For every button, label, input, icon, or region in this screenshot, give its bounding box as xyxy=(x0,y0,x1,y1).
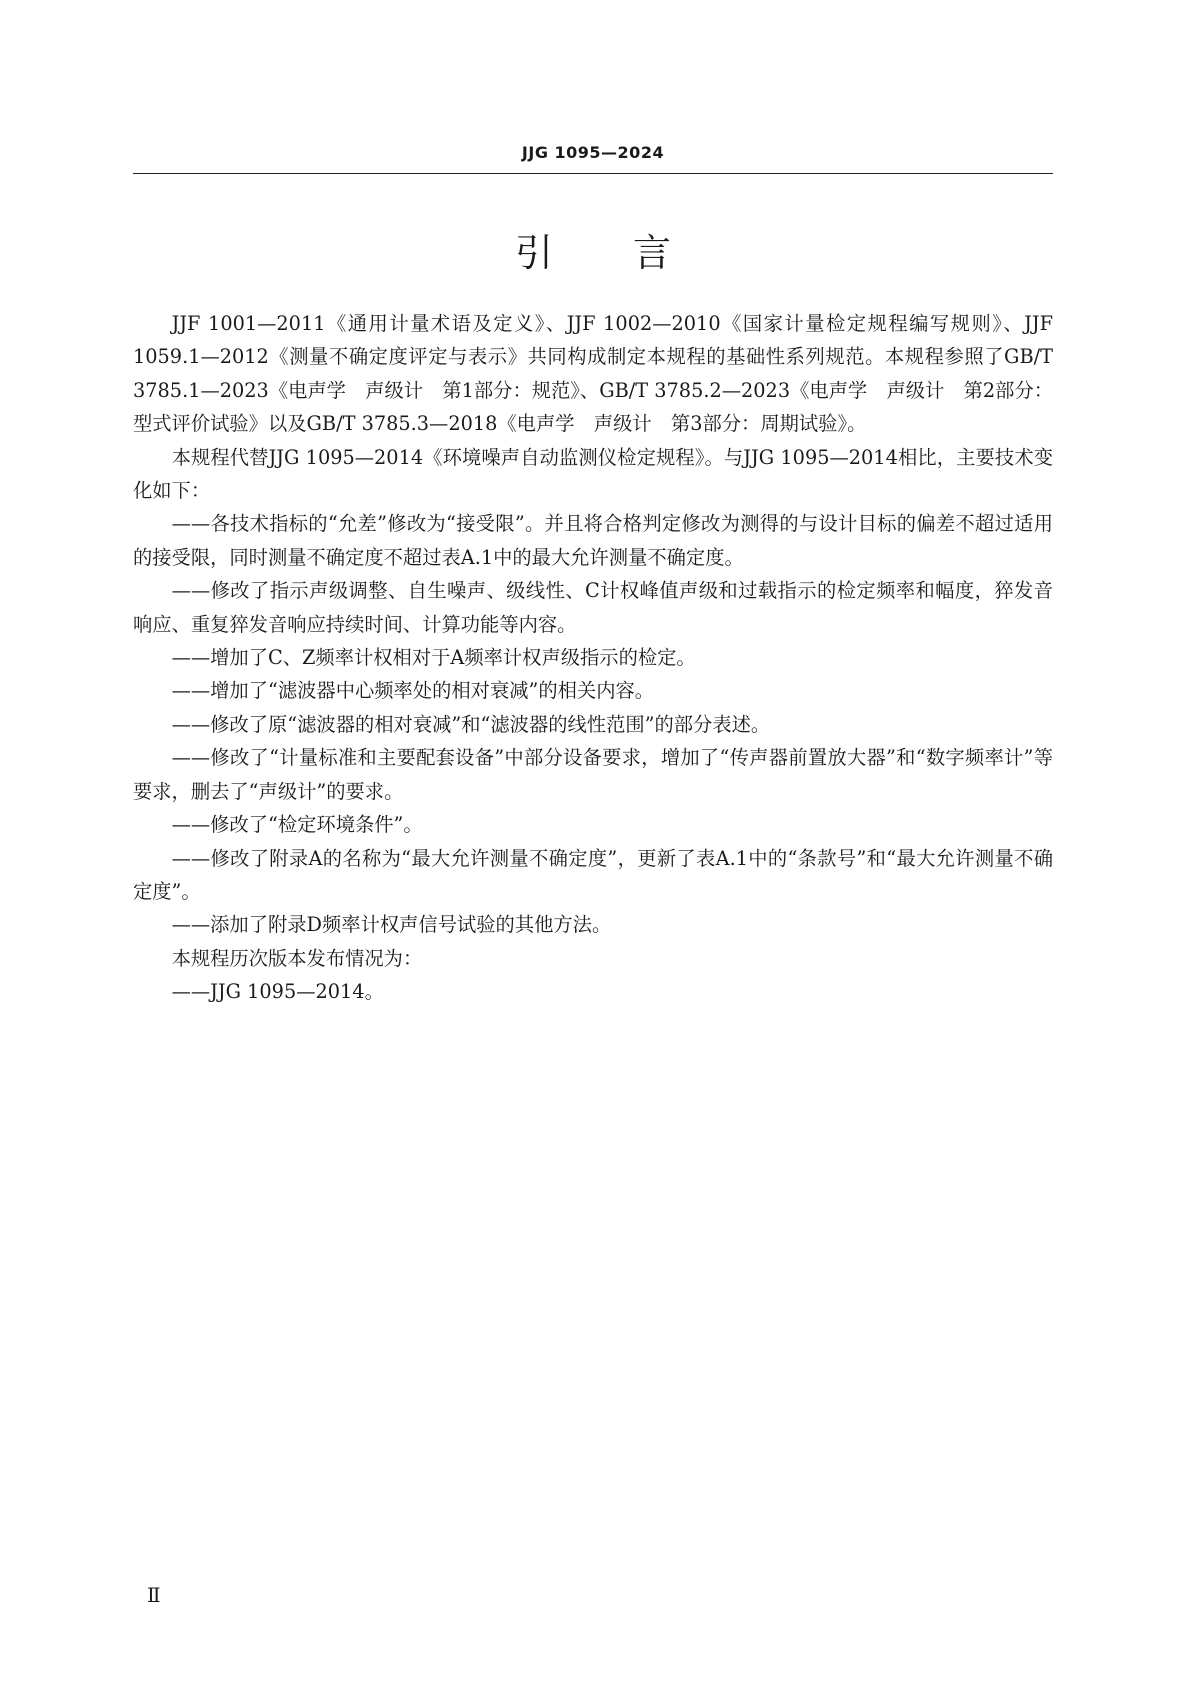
change-item: ——添加了附录D频率计权声信号试验的其他方法。 xyxy=(171,913,612,937)
change-item: ——修改了原“滤波器的相对衰减”和“滤波器的线性范围”的部分表述。 xyxy=(171,712,771,736)
header-rule xyxy=(133,173,1053,174)
body-text xyxy=(133,307,1053,1009)
change-item: ——增加了C、Z频率计权相对于A频率计权声级指示的检定。 xyxy=(171,646,696,670)
change-item: ——增加了“滤波器中心频率处的相对衰减”的相关内容。 xyxy=(171,679,655,703)
paragraph-basis: JJF 1001—2011《通用计量术语及定义》、JJF 1002—2010《国家计量检定规程编写规则》、JJF 1059.1—2012《测量不确定度评定与表示》共同构成制定本规程的基础性系列规范。本规程参照了GB/T 3785.1—2023《电声学 声级计 第1部分：规范》、GB/T 3785.2—2023《电声学 声级计 第2部分：型式评价试验》以及GB/T 3785.3—2018《电声学 声级计 第3部分：周期试验》。 xyxy=(133,312,1054,436)
paragraph-replacement: 本规程代替JJG 1095—2014《环境噪声自动监测仪检定规程》。与JJG 1095—2014相比，主要技术变化如下： xyxy=(133,445,1053,503)
change-item: ——修改了“检定环境条件”。 xyxy=(171,813,423,837)
page-number: Ⅱ xyxy=(147,1583,161,1607)
paragraph-history: 本规程历次版本发布情况为： xyxy=(171,946,423,970)
running-header: JJG 1095—2024 xyxy=(521,143,665,162)
page-title: 引言 xyxy=(514,231,751,275)
change-item: ——修改了“计量标准和主要配套设备”中部分设备要求，增加了“传声器前置放大器”和“数字频率计”等要求，删去了“声级计”的要求。 xyxy=(133,746,1053,803)
change-item: ——修改了附录A的名称为“最大允许测量不确定度”，更新了表A.1中的“条款号”和“最大允许测量不确定度”。 xyxy=(133,846,1053,903)
change-item: ——各技术指标的“允差”修改为“接受限”。并且将合格判定修改为测得的与设计目标的偏差不超过适用的接受限，同时测量不确定度不超过表A.1中的最大允许测量不确定度。 xyxy=(133,512,1053,569)
change-item: ——修改了指示声级调整、自生噪声、级线性、C计权峰值声级和过载指示的检定频率和幅度，猝发音响应、重复猝发音响应持续时间、计算功能等内容。 xyxy=(133,579,1053,636)
history-item: ——JJG 1095—2014。 xyxy=(171,980,384,1004)
